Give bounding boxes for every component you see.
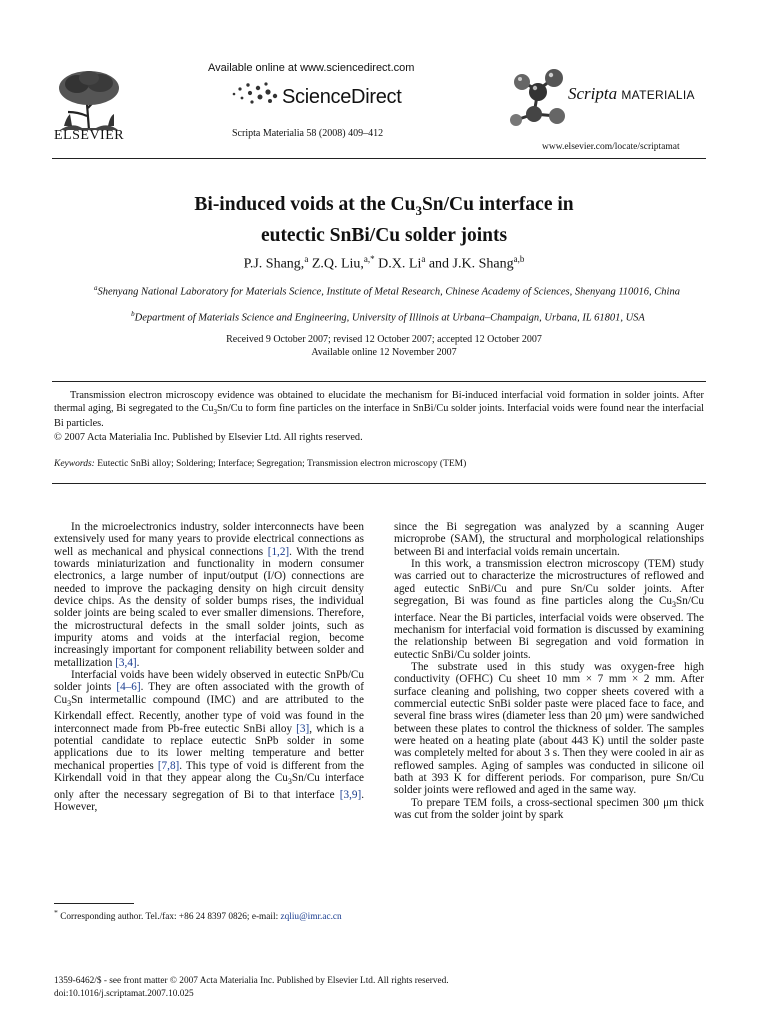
issn-line: 1359-6462/$ - see front matter © 2007 Acta Materialia Inc. Published by Elsevier Ltd. All rights reserved. [54,976,449,986]
citation-link[interactable]: [7,8] [157,759,180,772]
paragraph [394,661,704,797]
body-text: Sn intermetallic compound (IMC) and are attributed to the Kirkendall effect. Recently, another type of void was found in the interconnect made from Pb-free eutectic SnBi alloy [54,693,364,735]
abstract-text: Transmission electron microscopy evidence was obtained to elucidate the mechanism for Bi-induced interfacial void formation in solder joints. After thermal aging, Bi segregated to the Cu [54,390,704,414]
abstract-top-divider [52,381,706,382]
body-text: , which is a potential candidate to replace eutectic SnPb solder in some applications due to its lower melting temperature and better mechanical properties [54,722,364,772]
author-affil-mark: a [421,254,426,264]
body-text: In the microelectronics industry, solder interconnects have been extensively used for many years to provide electrical connections as well as mechanical and physical connections [54,521,364,558]
journal-wordmark-caps: MATERIALIA [621,88,695,102]
keywords-text: Eutectic SnBi alloy; Soldering; Interface; Segregation; Transmission electron microscopy (TEM) [97,459,467,469]
author-name: and J.K. Shang [425,256,514,272]
footnote-text: Corresponding author. Tel./fax: +86 24 8397 0826; e-mail: [57,912,281,923]
journal-reference: Scripta Materialia 58 (2008) 409–412 [232,128,384,139]
citation-link[interactable]: [3] [296,722,310,735]
citation-link[interactable]: [3,9] [339,788,362,801]
journal-wordmark [568,84,695,104]
subscript: 3 [287,777,292,787]
author-name: D.X. Li [374,256,422,272]
body-text: To prepare TEM foils, a cross-sectional specimen 300 μm thick was cut from the solder joint by spark [394,796,704,822]
affiliation-a [92,282,682,299]
body-text: since the Bi segregation was analyzed by a scanning Auger microprobe (SAM), the structural and morphological relationships between Bi and interfacial voids remain uncertain. [394,521,704,558]
body-text: Sn/Cu interface only after the necessary segregation of Bi to that interface [54,772,364,801]
publisher-name: ELSEVIER [54,128,125,143]
author-affil-mark: a [304,254,309,264]
paragraph [394,521,704,558]
footnote-divider [54,903,134,904]
author-affil-mark: a,* [363,254,375,264]
abstract-bottom-divider [52,483,706,484]
body-text: . They are often associated with the growth of Cu [54,681,364,706]
journal-wordmark-script: Scripta [568,84,618,103]
citation-link[interactable]: [4–6] [116,681,141,694]
received-dates: Received 9 October 2007; revised 12 October 2007; accepted 12 October 2007 [226,334,542,345]
available-online-date: Available online 12 November 2007 [311,347,457,358]
abstract-subscript: 3 [213,407,217,416]
title-line1-post: Sn/Cu interface in [421,194,574,215]
available-online-note: Available online at www.sciencedirect.com [208,62,415,74]
keywords [54,459,466,469]
affiliation-mark: b [131,310,135,318]
body-left-column [54,521,364,813]
affiliation-text: Shenyang National Laboratory for Materials Science, Institute of Metal Research, Chinese Academy of Sciences, Shenyang 110016, China [97,286,680,298]
paragraph [394,558,704,661]
article-history [0,333,768,359]
abstract [54,390,704,431]
affiliation-b [78,310,698,324]
body-text: . However, [54,788,364,814]
body-text: In this work, a transmission electron microscopy (TEM) study was carried out to characterize the microstructures of reflowed and aged eutectic SnBi/Cu and pure Sn/Cu solder joints. After segregation, Bi was found as fine particles along the Cu [394,558,704,608]
title-line1-pre: Bi-induced voids at the Cu [194,194,416,215]
body-right-column [394,521,704,821]
subscript: 3 [672,600,677,610]
scripta-molecule-logo-icon [508,66,568,130]
email-link[interactable]: zqliu@imr.ac.cn [280,912,342,923]
body-text: Interfacial voids have been widely observed in eutectic SnPb/Cu solder joints [54,669,364,694]
body-text: . [136,656,140,669]
paragraph [54,669,364,813]
doi-line[interactable]: doi:10.1016/j.scriptamat.2007.10.025 [54,989,194,999]
corresponding-author-footnote [54,907,364,923]
header-divider [52,158,706,159]
affiliation-mark: a [94,284,98,292]
citation-link[interactable]: [1,2] [267,545,290,558]
paragraph [54,521,364,669]
abstract-copyright: © 2007 Acta Materialia Inc. Published by Elsevier Ltd. All rights reserved. [54,432,363,443]
abstract-text: Sn/Cu to form fine particles on the interface in SnBi/Cu solder joints. Interfacial voids were found near the interfacial Bi particles. [54,402,704,430]
keywords-label: Keywords: [54,459,95,469]
author-list [0,254,768,273]
author-name: P.J. Shang, [243,256,305,272]
affiliation-text: Department of Materials Science and Engineering, University of Illinois at Urbana–Champaign, Urbana, IL 61801, USA [134,312,645,324]
body-text: . This type of void is different from the Kirkendall void in that they appear along the Cu [54,759,365,785]
citation-link[interactable]: [3,4] [115,656,137,669]
title-line2: eutectic SnBi/Cu solder joints [260,224,508,246]
author-name: Z.Q. Liu, [308,256,364,272]
article-title [0,192,768,248]
journal-url-link[interactable]: www.elsevier.com/locate/scriptamat [542,142,680,152]
body-text: . With the trend towards miniaturization and functionality in modern consumer electronics, a large number of input/output (I/O) connections are needed to improve the packaging density on high circuit density device chips. As the density of solder bumps rises, the individual solder joints are being scaled to ever smaller dimensions. Therefore, the microstructural defects in the small solder joints, such as impurity atoms and voids at the interfacial region, become increasingly important for component reliability between solder and metallization [54,545,364,669]
title-subscript: 3 [415,202,422,218]
sciencedirect-dots-logo-icon [228,80,280,108]
body-text: Sn/Cu interface. Near the Bi particles, interfacial voids were observed. The mechanism for interfacial void formation is discussed by examining the relationship between Bi segregation and void formation in eutectic SnBi/Cu solder joints. [394,595,704,661]
subscript: 3 [67,699,72,709]
sciencedirect-wordmark: ScienceDirect [282,86,402,108]
paragraph [394,797,704,822]
elsevier-tree-logo-icon [52,68,126,134]
body-text: The substrate used in this study was oxygen-free high conductivity (OFHC) Cu sheet 10 mm × 7 mm × 2 mm. After surface cleaning and polishing, two copper sheets covered with a commercial eutectic SnBi solder paste were placed face to face, and several fine brass wires (diameter less than 20 μm) were sandwiched between these plates to control the thickness of solder. The samples were heated on a heating plate (about 443 K) until the solder paste was completely melted for about 3 s. Then they were cooled in air as reflowed samples. Aging of samples was conducted in silicone oil bath at 393 K for different periods. For comparison, pure Sn/Cu solder joints were reflowed and aged in the same way. [394,661,704,797]
footnote-mark: * [54,908,58,917]
author-affil-mark: a,b [513,254,525,264]
